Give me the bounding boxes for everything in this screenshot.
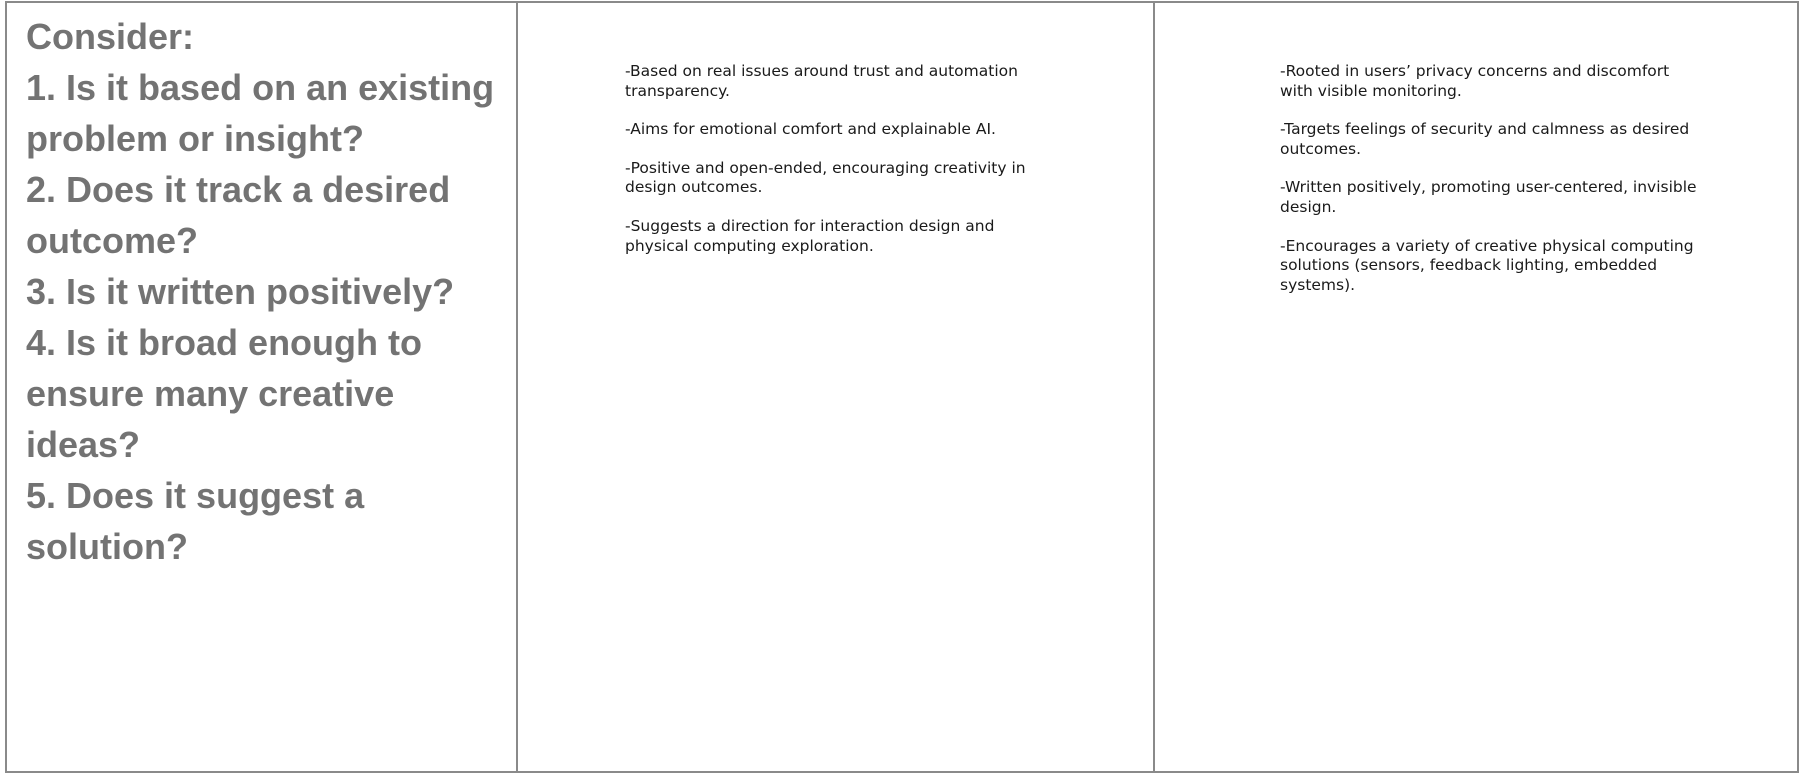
criteria-question-4: 4. Is it broad enough to ensure many creative ideas? [26,322,422,465]
criteria-panel [7,3,518,771]
criteria-question-2: 2. Does it track a desired outcome? [26,169,451,261]
right-note-3: -Written positively, promoting user-centered, invisible design. [1280,178,1697,216]
right-note-4: -Encourages a variety of creative physical computing solutions (sensors, feedback lighting, embedded systems). [1280,236,1694,294]
criteria-question-1: 1. Is it based on an existing problem or insight? [26,67,495,159]
middle-note-2: -Aims for emotional comfort and explainable AI. [625,120,996,139]
criteria-question-5: 5. Does it suggest a solution? [26,475,365,567]
right-notes-panel [1155,3,1797,771]
right-note-1: -Rooted in users’ privacy concerns and discomfort with visible monitoring. [1280,62,1670,100]
criteria-question-3: 3. Is it written positively? [26,271,455,312]
evaluation-board [5,1,1799,773]
right-notes-list [1280,62,1705,295]
middle-note-4: -Suggests a direction for interaction design and physical computing exploration. [625,216,995,255]
criteria-heading: Consider: [26,16,195,57]
middle-note-1: -Based on real issues around trust and automation transparency. [625,62,1018,100]
middle-notes-list [625,62,1050,256]
right-note-2: -Targets feelings of security and calmness as desired outcomes. [1280,120,1690,158]
middle-note-3: -Positive and open-ended, encouraging creativity in design outcomes. [625,158,1026,197]
middle-notes-panel [518,3,1155,771]
criteria-list [26,11,516,572]
